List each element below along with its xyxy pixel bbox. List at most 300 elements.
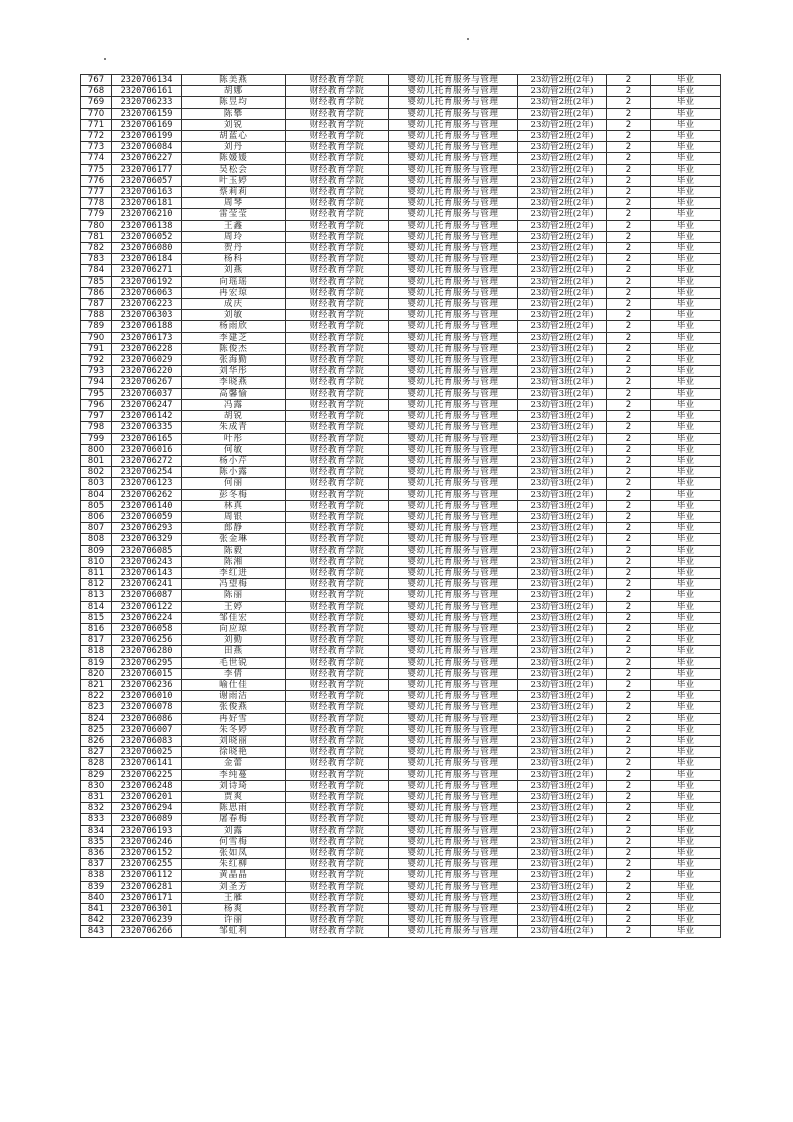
row-number-cell: 777 — [81, 187, 112, 198]
graduation-status-cell: 毕业 — [651, 153, 721, 164]
student-name-cell: 雷莹莹 — [182, 209, 286, 220]
student-name-cell: 王雁 — [182, 892, 286, 903]
class-name-cell: 23幼管3班(2年) — [518, 590, 607, 601]
class-name-cell: 23幼管2班(2年) — [518, 119, 607, 130]
college-cell: 财经教育学院 — [286, 926, 389, 937]
table-row — [81, 556, 721, 567]
major-cell: 婴幼儿托育服务与管理 — [389, 702, 518, 713]
table-row — [81, 870, 721, 881]
student-name-cell: 刘燕 — [182, 265, 286, 276]
row-number-cell: 775 — [81, 164, 112, 175]
college-cell: 财经教育学院 — [286, 870, 389, 881]
student-name-cell: 陈小露 — [182, 467, 286, 478]
college-cell: 财经教育学院 — [286, 86, 389, 97]
major-cell: 婴幼儿托育服务与管理 — [389, 187, 518, 198]
table-row — [81, 836, 721, 847]
study-years-cell: 2 — [607, 108, 651, 119]
major-cell: 婴幼儿托育服务与管理 — [389, 108, 518, 119]
student-name-cell: 金蕾 — [182, 758, 286, 769]
study-years-cell: 2 — [607, 904, 651, 915]
major-cell: 婴幼儿托育服务与管理 — [389, 399, 518, 410]
study-years-cell: 2 — [607, 848, 651, 859]
college-cell: 财经教育学院 — [286, 892, 389, 903]
college-cell: 财经教育学院 — [286, 679, 389, 690]
row-number-cell: 788 — [81, 310, 112, 321]
graduation-status-cell: 毕业 — [651, 299, 721, 310]
student-id-cell: 2320706078 — [112, 702, 182, 713]
class-name-cell: 23幼管3班(2年) — [518, 702, 607, 713]
student-id-cell: 2320706143 — [112, 567, 182, 578]
student-id-cell: 2320706138 — [112, 220, 182, 231]
major-cell: 婴幼儿托育服务与管理 — [389, 332, 518, 343]
major-cell: 婴幼儿托育服务与管理 — [389, 265, 518, 276]
student-name-cell: 邹虹利 — [182, 926, 286, 937]
major-cell: 婴幼儿托育服务与管理 — [389, 119, 518, 130]
major-cell: 婴幼儿托育服务与管理 — [389, 411, 518, 422]
table-row — [81, 444, 721, 455]
study-years-cell: 2 — [607, 198, 651, 209]
student-name-cell: 朱成青 — [182, 422, 286, 433]
major-cell: 婴幼儿托育服务与管理 — [389, 142, 518, 153]
student-id-cell: 2320706173 — [112, 332, 182, 343]
study-years-cell: 2 — [607, 657, 651, 668]
study-years-cell: 2 — [607, 814, 651, 825]
graduation-status-cell: 毕业 — [651, 926, 721, 937]
class-name-cell: 23幼管3班(2年) — [518, 612, 607, 623]
graduation-status-cell: 毕业 — [651, 220, 721, 231]
row-number-cell: 830 — [81, 780, 112, 791]
major-cell: 婴幼儿托育服务与管理 — [389, 635, 518, 646]
table-row — [81, 142, 721, 153]
student-id-cell: 2320706140 — [112, 500, 182, 511]
graduation-status-cell: 毕业 — [651, 579, 721, 590]
graduation-status-cell: 毕业 — [651, 679, 721, 690]
table-row — [81, 198, 721, 209]
graduation-status-cell: 毕业 — [651, 623, 721, 634]
student-name-cell: 冉宏琼 — [182, 287, 286, 298]
class-name-cell: 23幼管3班(2年) — [518, 691, 607, 702]
major-cell: 婴幼儿托育服务与管理 — [389, 75, 518, 86]
student-name-cell: 陈美燕 — [182, 75, 286, 86]
major-cell: 婴幼儿托育服务与管理 — [389, 455, 518, 466]
class-name-cell: 23幼管3班(2年) — [518, 366, 607, 377]
college-cell: 财经教育学院 — [286, 747, 389, 758]
study-years-cell: 2 — [607, 635, 651, 646]
row-number-cell: 804 — [81, 489, 112, 500]
student-name-cell: 田燕 — [182, 646, 286, 657]
row-number-cell: 785 — [81, 276, 112, 287]
college-cell: 财经教育学院 — [286, 355, 389, 366]
class-name-cell: 23幼管3班(2年) — [518, 567, 607, 578]
class-name-cell: 23幼管2班(2年) — [518, 86, 607, 97]
table-row — [81, 769, 721, 780]
student-name-cell: 喻仕佳 — [182, 679, 286, 690]
study-years-cell: 2 — [607, 859, 651, 870]
student-name-cell: 张金琳 — [182, 534, 286, 545]
graduation-status-cell: 毕业 — [651, 399, 721, 410]
student-name-cell: 张俊燕 — [182, 702, 286, 713]
table-row — [81, 321, 721, 332]
student-id-cell: 2320706303 — [112, 310, 182, 321]
major-cell: 婴幼儿托育服务与管理 — [389, 523, 518, 534]
student-id-cell: 2320706233 — [112, 97, 182, 108]
row-number-cell: 814 — [81, 601, 112, 612]
class-name-cell: 23幼管2班(2年) — [518, 175, 607, 186]
row-number-cell: 828 — [81, 758, 112, 769]
study-years-cell: 2 — [607, 119, 651, 130]
table-row — [81, 310, 721, 321]
graduation-status-cell: 毕业 — [651, 848, 721, 859]
graduation-status-cell: 毕业 — [651, 187, 721, 198]
class-name-cell: 23幼管3班(2年) — [518, 859, 607, 870]
student-name-cell: 向瑶瑶 — [182, 276, 286, 287]
row-number-cell: 798 — [81, 422, 112, 433]
class-name-cell: 23幼管2班(2年) — [518, 209, 607, 220]
major-cell: 婴幼儿托育服务与管理 — [389, 198, 518, 209]
graduation-status-cell: 毕业 — [651, 332, 721, 343]
college-cell: 财经教育学院 — [286, 75, 389, 86]
graduation-status-cell: 毕业 — [651, 713, 721, 724]
class-name-cell: 23幼管2班(2年) — [518, 243, 607, 254]
student-id-cell: 2320706058 — [112, 623, 182, 634]
college-cell: 财经教育学院 — [286, 612, 389, 623]
study-years-cell: 2 — [607, 825, 651, 836]
graduation-status-cell: 毕业 — [651, 411, 721, 422]
study-years-cell: 2 — [607, 276, 651, 287]
graduation-status-cell: 毕业 — [651, 209, 721, 220]
class-name-cell: 23幼管2班(2年) — [518, 153, 607, 164]
college-cell: 财经教育学院 — [286, 108, 389, 119]
college-cell: 财经教育学院 — [286, 724, 389, 735]
class-name-cell: 23幼管3班(2年) — [518, 388, 607, 399]
college-cell: 财经教育学院 — [286, 455, 389, 466]
study-years-cell: 2 — [607, 86, 651, 97]
table-row — [81, 388, 721, 399]
graduation-status-cell: 毕业 — [651, 612, 721, 623]
table-row — [81, 86, 721, 97]
graduation-status-cell: 毕业 — [651, 646, 721, 657]
study-years-cell: 2 — [607, 366, 651, 377]
student-id-cell: 2320706188 — [112, 321, 182, 332]
table-row — [81, 926, 721, 937]
class-name-cell: 23幼管3班(2年) — [518, 489, 607, 500]
graduation-status-cell: 毕业 — [651, 758, 721, 769]
graduation-status-cell: 毕业 — [651, 523, 721, 534]
row-number-cell: 794 — [81, 377, 112, 388]
table-row — [81, 478, 721, 489]
graduation-status-cell: 毕业 — [651, 108, 721, 119]
row-number-cell: 824 — [81, 713, 112, 724]
student-id-cell: 2320706085 — [112, 545, 182, 556]
row-number-cell: 801 — [81, 455, 112, 466]
student-name-cell: 林真 — [182, 500, 286, 511]
college-cell: 财经教育学院 — [286, 142, 389, 153]
class-name-cell: 23幼管3班(2年) — [518, 668, 607, 679]
student-name-cell: 何敏 — [182, 444, 286, 455]
study-years-cell: 2 — [607, 332, 651, 343]
major-cell: 婴幼儿托育服务与管理 — [389, 848, 518, 859]
major-cell: 婴幼儿托育服务与管理 — [389, 836, 518, 847]
college-cell: 财经教育学院 — [286, 814, 389, 825]
row-number-cell: 792 — [81, 355, 112, 366]
study-years-cell: 2 — [607, 478, 651, 489]
student-name-cell: 胡锐 — [182, 411, 286, 422]
student-name-cell: 刘华彤 — [182, 366, 286, 377]
study-years-cell: 2 — [607, 243, 651, 254]
college-cell: 财经教育学院 — [286, 310, 389, 321]
major-cell: 婴幼儿托育服务与管理 — [389, 478, 518, 489]
table-row — [81, 657, 721, 668]
row-number-cell: 843 — [81, 926, 112, 937]
student-name-cell: 刘锐 — [182, 119, 286, 130]
table-row — [81, 355, 721, 366]
class-name-cell: 23幼管3班(2年) — [518, 747, 607, 758]
row-number-cell: 834 — [81, 825, 112, 836]
student-id-cell: 2320706243 — [112, 556, 182, 567]
graduation-status-cell: 毕业 — [651, 635, 721, 646]
student-name-cell: 徐晓艳 — [182, 747, 286, 758]
scan-speck — [104, 58, 106, 60]
study-years-cell: 2 — [607, 321, 651, 332]
major-cell: 婴幼儿托育服务与管理 — [389, 724, 518, 735]
student-id-cell: 2320706294 — [112, 803, 182, 814]
major-cell: 婴幼儿托育服务与管理 — [389, 444, 518, 455]
class-name-cell: 23幼管2班(2年) — [518, 220, 607, 231]
student-name-cell: 胡蓝心 — [182, 131, 286, 142]
row-number-cell: 842 — [81, 915, 112, 926]
major-cell: 婴幼儿托育服务与管理 — [389, 343, 518, 354]
major-cell: 婴幼儿托育服务与管理 — [389, 388, 518, 399]
row-number-cell: 829 — [81, 769, 112, 780]
graduation-status-cell: 毕业 — [651, 310, 721, 321]
table-row — [81, 455, 721, 466]
row-number-cell: 825 — [81, 724, 112, 735]
row-number-cell: 769 — [81, 97, 112, 108]
student-name-cell: 高馨愉 — [182, 388, 286, 399]
row-number-cell: 815 — [81, 612, 112, 623]
class-name-cell: 23幼管3班(2年) — [518, 713, 607, 724]
student-id-cell: 2320706267 — [112, 377, 182, 388]
row-number-cell: 793 — [81, 366, 112, 377]
college-cell: 财经教育学院 — [286, 231, 389, 242]
study-years-cell: 2 — [607, 612, 651, 623]
row-number-cell: 810 — [81, 556, 112, 567]
study-years-cell: 2 — [607, 556, 651, 567]
student-name-cell: 刘丹 — [182, 142, 286, 153]
table-row — [81, 422, 721, 433]
graduation-status-cell: 毕业 — [651, 657, 721, 668]
student-name-cell: 冯露 — [182, 399, 286, 410]
table-row — [81, 579, 721, 590]
college-cell: 财经教育学院 — [286, 534, 389, 545]
graduation-status-cell: 毕业 — [651, 131, 721, 142]
study-years-cell: 2 — [607, 433, 651, 444]
major-cell: 婴幼儿托育服务与管理 — [389, 881, 518, 892]
graduation-status-cell: 毕业 — [651, 366, 721, 377]
class-name-cell: 23幼管3班(2年) — [518, 803, 607, 814]
study-years-cell: 2 — [607, 623, 651, 634]
class-name-cell: 23幼管3班(2年) — [518, 814, 607, 825]
study-years-cell: 2 — [607, 310, 651, 321]
study-years-cell: 2 — [607, 299, 651, 310]
graduation-status-cell: 毕业 — [651, 567, 721, 578]
student-name-cell: 李纯蔓 — [182, 769, 286, 780]
table-row — [81, 758, 721, 769]
class-name-cell: 23幼管3班(2年) — [518, 657, 607, 668]
student-id-cell: 2320706335 — [112, 422, 182, 433]
student-name-cell: 刘诗琦 — [182, 780, 286, 791]
table-row — [81, 332, 721, 343]
table-row — [81, 187, 721, 198]
class-name-cell: 23幼管2班(2年) — [518, 276, 607, 287]
row-number-cell: 819 — [81, 657, 112, 668]
study-years-cell: 2 — [607, 75, 651, 86]
student-name-cell: 李建芝 — [182, 332, 286, 343]
study-years-cell: 2 — [607, 422, 651, 433]
graduation-status-cell: 毕业 — [651, 780, 721, 791]
study-years-cell: 2 — [607, 870, 651, 881]
graduation-status-cell: 毕业 — [651, 534, 721, 545]
college-cell: 财经教育学院 — [286, 377, 389, 388]
row-number-cell: 795 — [81, 388, 112, 399]
row-number-cell: 826 — [81, 735, 112, 746]
student-name-cell: 陈俊杰 — [182, 343, 286, 354]
graduation-status-cell: 毕业 — [651, 747, 721, 758]
table-row — [81, 119, 721, 130]
student-name-cell: 成庆 — [182, 299, 286, 310]
major-cell: 婴幼儿托育服务与管理 — [389, 433, 518, 444]
student-name-cell: 贾爽 — [182, 792, 286, 803]
student-id-cell: 2320706059 — [112, 511, 182, 522]
table-row — [81, 635, 721, 646]
table-row — [81, 243, 721, 254]
class-name-cell: 23幼管3班(2年) — [518, 467, 607, 478]
major-cell: 婴幼儿托育服务与管理 — [389, 209, 518, 220]
study-years-cell: 2 — [607, 411, 651, 422]
major-cell: 婴幼儿托育服务与管理 — [389, 915, 518, 926]
table-row — [81, 702, 721, 713]
class-name-cell: 23幼管3班(2年) — [518, 523, 607, 534]
row-number-cell: 783 — [81, 254, 112, 265]
table-row — [81, 220, 721, 231]
row-number-cell: 823 — [81, 702, 112, 713]
graduation-status-cell: 毕业 — [651, 904, 721, 915]
class-name-cell: 23幼管2班(2年) — [518, 254, 607, 265]
table-row — [81, 467, 721, 478]
class-name-cell: 23幼管2班(2年) — [518, 108, 607, 119]
student-name-cell: 胡娜 — [182, 86, 286, 97]
study-years-cell: 2 — [607, 175, 651, 186]
class-name-cell: 23幼管2班(2年) — [518, 131, 607, 142]
major-cell: 婴幼儿托育服务与管理 — [389, 623, 518, 634]
class-name-cell: 23幼管3班(2年) — [518, 836, 607, 847]
major-cell: 婴幼儿托育服务与管理 — [389, 299, 518, 310]
row-number-cell: 800 — [81, 444, 112, 455]
row-number-cell: 837 — [81, 859, 112, 870]
student-id-cell: 2320706201 — [112, 792, 182, 803]
scan-speck — [467, 38, 469, 40]
student-id-cell: 2320706112 — [112, 870, 182, 881]
class-name-cell: 23幼管3班(2年) — [518, 500, 607, 511]
table-row — [81, 254, 721, 265]
graduation-status-cell: 毕业 — [651, 343, 721, 354]
class-name-cell: 23幼管2班(2年) — [518, 142, 607, 153]
row-number-cell: 838 — [81, 870, 112, 881]
major-cell: 婴幼儿托育服务与管理 — [389, 556, 518, 567]
student-id-cell: 2320706281 — [112, 881, 182, 892]
table-row — [81, 175, 721, 186]
study-years-cell: 2 — [607, 590, 651, 601]
graduation-status-cell: 毕业 — [651, 321, 721, 332]
major-cell: 婴幼儿托育服务与管理 — [389, 153, 518, 164]
row-number-cell: 807 — [81, 523, 112, 534]
table-row — [81, 231, 721, 242]
student-id-cell: 2320706084 — [112, 142, 182, 153]
row-number-cell: 802 — [81, 467, 112, 478]
major-cell: 婴幼儿托育服务与管理 — [389, 164, 518, 175]
class-name-cell: 23幼管3班(2年) — [518, 892, 607, 903]
table-row — [81, 590, 721, 601]
row-number-cell: 803 — [81, 478, 112, 489]
student-id-cell: 2320706015 — [112, 668, 182, 679]
table-row — [81, 881, 721, 892]
class-name-cell: 23幼管2班(2年) — [518, 299, 607, 310]
table-row — [81, 500, 721, 511]
row-number-cell: 812 — [81, 579, 112, 590]
graduation-status-cell: 毕业 — [651, 814, 721, 825]
study-years-cell: 2 — [607, 534, 651, 545]
college-cell: 财经教育学院 — [286, 187, 389, 198]
student-id-cell: 2320706241 — [112, 579, 182, 590]
row-number-cell: 818 — [81, 646, 112, 657]
graduation-status-cell: 毕业 — [651, 870, 721, 881]
college-cell: 财经教育学院 — [286, 601, 389, 612]
student-id-cell: 2320706301 — [112, 904, 182, 915]
student-id-cell: 2320706184 — [112, 254, 182, 265]
college-cell: 财经教育学院 — [286, 366, 389, 377]
row-number-cell: 821 — [81, 679, 112, 690]
graduation-status-cell: 毕业 — [651, 511, 721, 522]
student-name-cell: 朱红柳 — [182, 859, 286, 870]
graduation-status-cell: 毕业 — [651, 433, 721, 444]
class-name-cell: 23幼管3班(2年) — [518, 601, 607, 612]
major-cell: 婴幼儿托育服务与管理 — [389, 769, 518, 780]
major-cell: 婴幼儿托育服务与管理 — [389, 511, 518, 522]
student-id-cell: 2320706122 — [112, 601, 182, 612]
student-id-cell: 2320706063 — [112, 287, 182, 298]
row-number-cell: 768 — [81, 86, 112, 97]
table-row — [81, 859, 721, 870]
college-cell: 财经教育学院 — [286, 422, 389, 433]
study-years-cell: 2 — [607, 254, 651, 265]
graduation-status-cell: 毕业 — [651, 265, 721, 276]
student-name-cell: 陈毅 — [182, 545, 286, 556]
student-id-cell: 2320706255 — [112, 859, 182, 870]
major-cell: 婴幼儿托育服务与管理 — [389, 713, 518, 724]
class-name-cell: 23幼管3班(2年) — [518, 792, 607, 803]
study-years-cell: 2 — [607, 679, 651, 690]
student-id-cell: 2320706192 — [112, 276, 182, 287]
student-name-cell: 周琴 — [182, 198, 286, 209]
college-cell: 财经教育学院 — [286, 556, 389, 567]
row-number-cell: 796 — [81, 399, 112, 410]
row-number-cell: 820 — [81, 668, 112, 679]
student-name-cell: 杨爽 — [182, 904, 286, 915]
student-id-cell: 2320706123 — [112, 478, 182, 489]
student-id-cell: 2320706271 — [112, 265, 182, 276]
class-name-cell: 23幼管2班(2年) — [518, 164, 607, 175]
class-name-cell: 23幼管3班(2年) — [518, 343, 607, 354]
